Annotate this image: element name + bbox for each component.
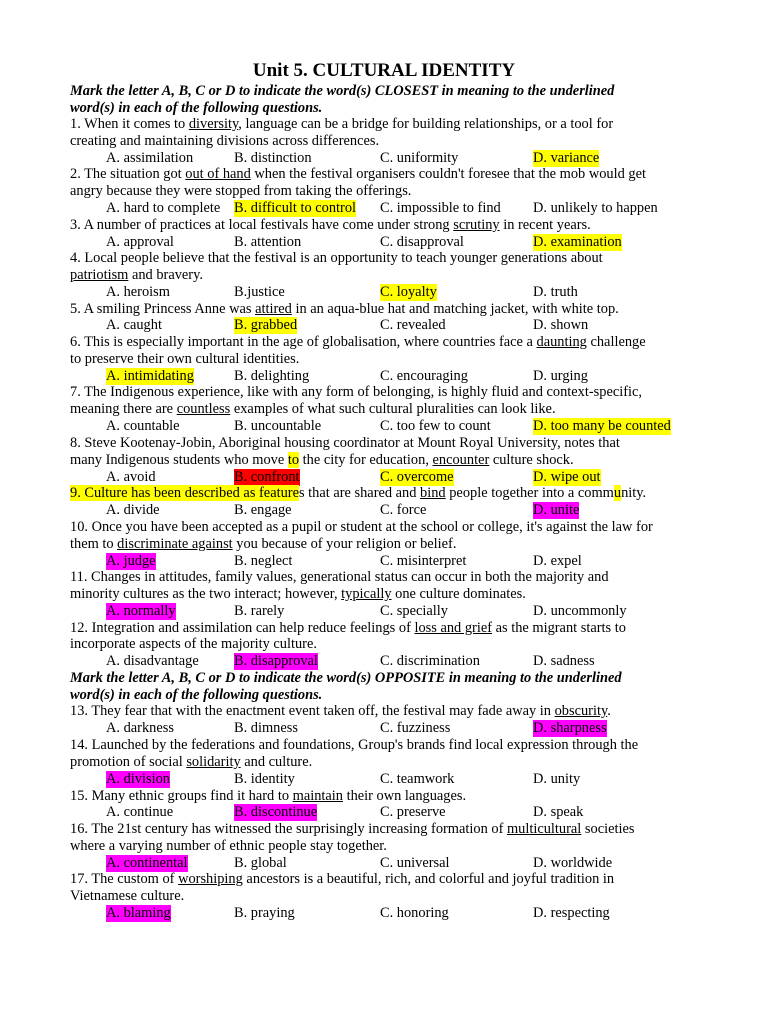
option-c: C. overcome	[380, 469, 454, 485]
option-b: B. grabbed	[234, 317, 298, 333]
underlined-word: typically	[341, 586, 392, 602]
underlined-word: maintain	[292, 788, 343, 804]
option-d: D. worldwide	[533, 855, 613, 871]
option-a: A. darkness	[106, 720, 174, 736]
option-b: B.justice	[234, 284, 285, 300]
question-11-text: 11. Changes in attitudes, family values, generational status can occur in both the majority and	[70, 569, 609, 585]
option-b: B. disapproval	[234, 653, 318, 669]
option-a: A. normally	[106, 603, 176, 619]
question-7-text-cont: meaning there are countless examples of what such cultural pluralities can look like.	[70, 401, 556, 417]
highlighted-letter: u	[613, 485, 622, 501]
option-a: A. avoid	[106, 469, 156, 485]
option-c: C. revealed	[380, 317, 446, 333]
option-a: A. intimidating	[106, 368, 194, 384]
instruction-opposite-line-1: Mark the letter A, B, C or D to indicate the word(s) OPPOSITE in meaning to the underlined	[70, 670, 622, 686]
page-title: Unit 5. CULTURAL IDENTITY	[252, 60, 516, 81]
instruction-opposite-line-2: word(s) in each of the following questions.	[70, 687, 323, 703]
option-d: D. truth	[533, 284, 578, 300]
option-a: A. continental	[106, 855, 188, 871]
option-d: D. sadness	[533, 653, 595, 669]
question-16-text: 16. The 21st century has witnessed the surprisingly increasing formation of multicultural societies	[70, 821, 635, 837]
option-a: A. approval	[106, 234, 174, 250]
option-b: B. confront	[234, 469, 300, 485]
option-c: C. fuzziness	[380, 720, 451, 736]
underlined-word: multicultural	[506, 821, 582, 837]
highlighted-phrase: 9. Culture has been described as feature	[70, 485, 299, 501]
question-17-text-cont: Vietnamese culture.	[70, 888, 185, 904]
option-b: B. neglect	[234, 553, 293, 569]
option-c: C. too few to count	[380, 418, 491, 434]
option-b: B. praying	[234, 905, 295, 921]
option-d: D. examination	[533, 234, 622, 250]
option-b: B. difficult to control	[234, 200, 357, 216]
option-c: C. misinterpret	[380, 553, 467, 569]
option-c: C. force	[380, 502, 427, 518]
option-d: D. urging	[533, 368, 588, 384]
option-b: B. engage	[234, 502, 292, 518]
option-a: A. hard to complete	[106, 200, 221, 216]
underlined-word: discriminate against	[117, 536, 233, 552]
underlined-word: worshiping	[178, 871, 243, 887]
option-b: B. delighting	[234, 368, 310, 384]
option-c: C. loyalty	[380, 284, 437, 300]
option-d: D. shown	[533, 317, 589, 333]
question-11-text-cont: minority cultures as the two interact; however, typically one culture dominates.	[70, 586, 526, 602]
option-d: D. expel	[533, 553, 582, 569]
underlined-word: obscurity	[554, 703, 608, 719]
underlined-word: daunting	[536, 334, 587, 350]
question-12-text-cont: incorporate aspects of the majority culture.	[70, 636, 317, 652]
option-b: B. rarely	[234, 603, 285, 619]
option-a: A. caught	[106, 317, 162, 333]
question-6-text: 6. This is especially important in the age of globalisation, where countries face a daunting challenge	[70, 334, 646, 350]
option-b: B. identity	[234, 771, 295, 787]
option-d: D. respecting	[533, 905, 610, 921]
option-d: D. wipe out	[533, 469, 601, 485]
instruction-closest-line-2: word(s) in each of the following questions.	[70, 100, 323, 116]
option-b: B. global	[234, 855, 287, 871]
option-c: C. impossible to find	[380, 200, 501, 216]
option-c: C. disapproval	[380, 234, 464, 250]
option-c: C. uniformity	[380, 150, 459, 166]
highlighted-word: to	[287, 452, 300, 468]
question-5-text: 5. A smiling Princess Anne was attired in an aqua-blue hat and matching jacket, with white top.	[70, 301, 619, 317]
question-4-text-cont: patriotism and bravery.	[70, 267, 203, 283]
option-a: A. continue	[106, 804, 174, 820]
underlined-word: countless	[176, 401, 231, 417]
question-10-text: 10. Once you have been accepted as a pupil or student at the school or college, it's against the law for	[70, 519, 653, 535]
underlined-word: loss and grief	[414, 620, 493, 636]
instruction-closest-line-1: Mark the letter A, B, C or D to indicate the word(s) CLOSEST in meaning to the underlined	[70, 83, 615, 99]
option-d: D. variance	[533, 150, 600, 166]
option-d: D. uncommonly	[533, 603, 627, 619]
underlined-word: scrutiny	[453, 217, 500, 233]
question-8-text-cont: many Indigenous students who move to the city for education, encounter culture shock.	[70, 452, 574, 468]
underlined-word: bind	[420, 485, 446, 501]
option-c: C. honoring	[380, 905, 449, 921]
question-8-text: 8. Steve Kootenay-Jobin, Aboriginal housing coordinator at Mount Royal University, notes that	[70, 435, 620, 451]
question-12-text: 12. Integration and assimilation can help reduce feelings of loss and grief as the migrant starts to	[70, 620, 626, 636]
question-1-text-cont: creating and maintaining divisions across differences.	[70, 133, 380, 149]
option-d: D. unity	[533, 771, 581, 787]
underlined-word: attired	[255, 301, 292, 317]
underlined-word: patriotism	[70, 267, 129, 283]
question-14-text: 14. Launched by the federations and foundations, Group's brands find local expression through the	[70, 737, 639, 753]
question-6-text-cont: to preserve their own cultural identities.	[70, 351, 300, 367]
question-3-text: 3. A number of practices at local festivals have come under strong scrutiny in recent years.	[70, 217, 591, 233]
option-d: D. too many be counted	[533, 418, 671, 434]
option-c: C. preserve	[380, 804, 446, 820]
option-c: C. specially	[380, 603, 448, 619]
question-1-text: 1. When it comes to diversity, language can be a bridge for building relationships, or a tool for	[70, 116, 614, 132]
question-16-text-cont: where a varying number of ethnic people stay together.	[70, 838, 387, 854]
question-2-text: 2. The situation got out of hand when the festival organisers couldn't foresee that the mob would get	[70, 166, 646, 182]
option-a: A. countable	[106, 418, 180, 434]
option-b: B. dimness	[234, 720, 298, 736]
option-a: A. disadvantage	[106, 653, 199, 669]
underlined-word: encounter	[432, 452, 490, 468]
option-d: D. unlikely to happen	[533, 200, 658, 216]
underlined-word: out of hand	[185, 166, 251, 182]
option-d: D. unite	[533, 502, 580, 518]
question-9-text: 9. Culture has been described as features that are shared and bind people together into a community.	[70, 485, 647, 501]
question-2-text-cont: angry because they were stopped from taking the offerings.	[70, 183, 412, 199]
question-4-text: 4. Local people believe that the festival is an opportunity to teach younger generations about	[70, 250, 603, 266]
option-b: B. uncountable	[234, 418, 322, 434]
option-b: B. discontinue	[234, 804, 318, 820]
option-a: A. divide	[106, 502, 160, 518]
question-13-text: 13. They fear that with the enactment event taken off, the festival may fade away in obscurity.	[70, 703, 611, 719]
question-14-text-cont: promotion of social solidarity and culture.	[70, 754, 313, 770]
underlined-word: diversity	[188, 116, 239, 132]
option-b: B. attention	[234, 234, 302, 250]
question-17-text: 17. The custom of worshiping ancestors is a beautiful, rich, and colorful and joyful tradition in	[70, 871, 615, 887]
option-a: A. assimilation	[106, 150, 194, 166]
option-c: C. universal	[380, 855, 450, 871]
option-a: A. division	[106, 771, 170, 787]
option-c: C. encouraging	[380, 368, 468, 384]
underlined-word: solidarity	[186, 754, 241, 770]
option-a: A. judge	[106, 553, 156, 569]
option-d: D. sharpness	[533, 720, 607, 736]
question-7-text: 7. The Indigenous experience, like with any form of belonging, is highly fluid and context-specific,	[70, 384, 643, 400]
option-b: B. distinction	[234, 150, 312, 166]
option-a: A. heroism	[106, 284, 170, 300]
option-c: C. teamwork	[380, 771, 455, 787]
question-15-text: 15. Many ethnic groups find it hard to maintain their own languages.	[70, 788, 467, 804]
option-d: D. speak	[533, 804, 584, 820]
option-a: A. blaming	[106, 905, 171, 921]
option-c: C. discrimination	[380, 653, 480, 669]
question-10-text-cont: them to discriminate against you because of your religion or belief.	[70, 536, 457, 552]
